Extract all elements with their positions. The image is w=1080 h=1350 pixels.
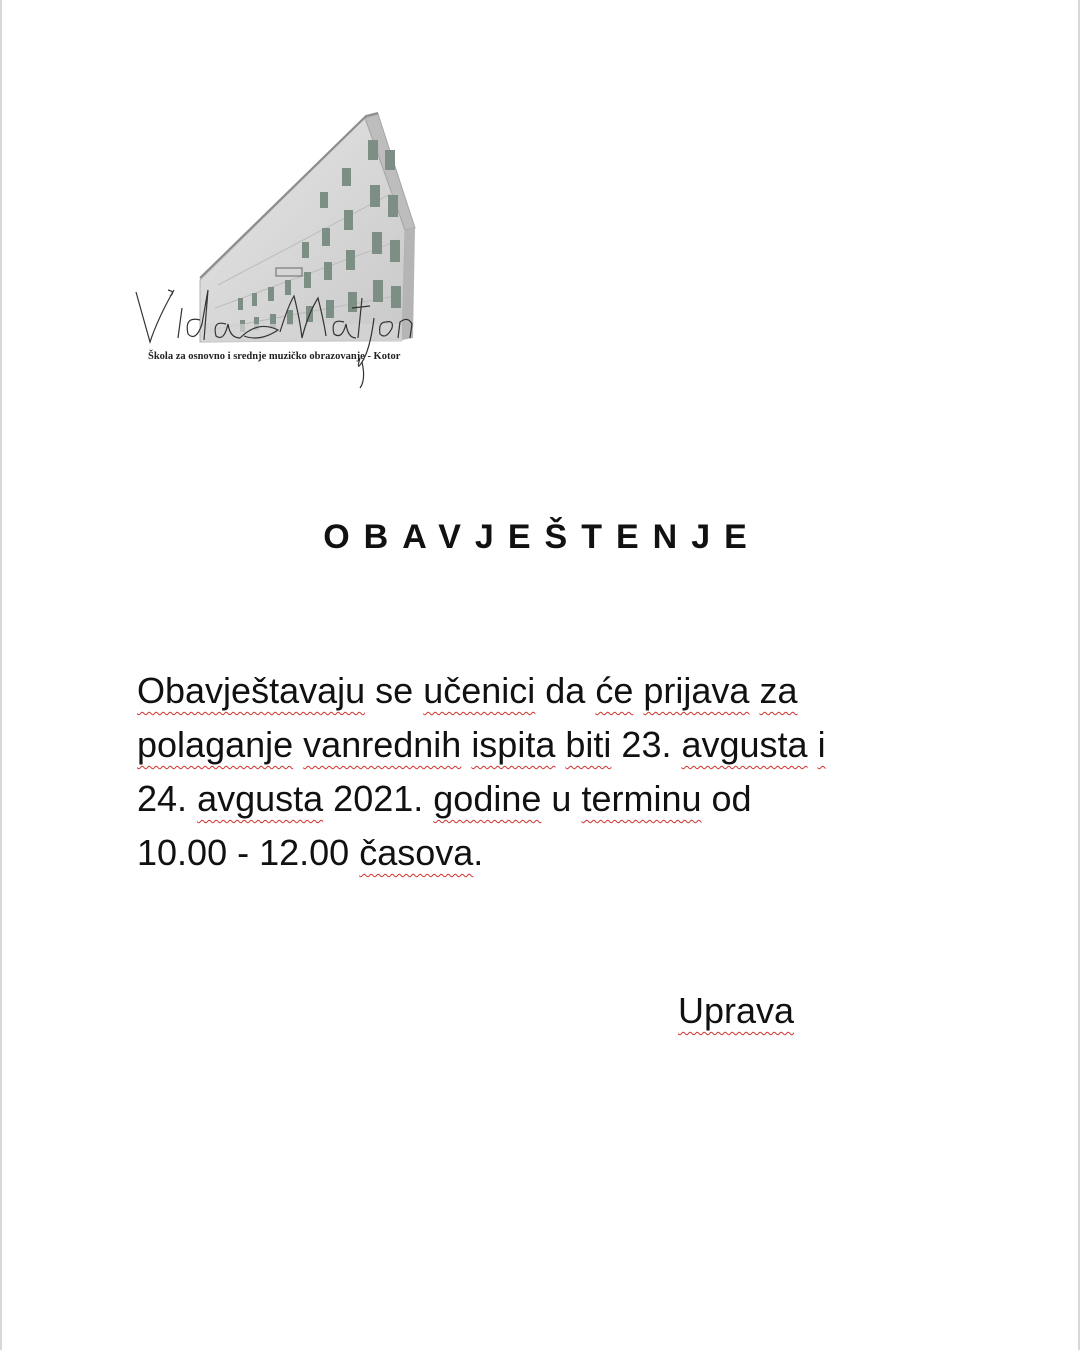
body-word: 24. (137, 778, 188, 819)
body-word: ispita (471, 724, 556, 765)
body-word: prijava (643, 670, 750, 711)
body-word: će (595, 670, 634, 711)
signature-uprava: Uprava (678, 990, 795, 1031)
school-building-illustration (130, 110, 420, 390)
body-word: učenici (423, 670, 536, 711)
body-line-3 (137, 772, 957, 826)
body-word: terminu (581, 778, 702, 819)
logo-caption: Škola za osnovno i srednje muzičko obrazovanje - Kotor (148, 351, 401, 362)
body-word: od (711, 778, 752, 819)
body-word: polaganje (137, 724, 294, 765)
body-word: i (817, 724, 826, 765)
body-line-4 (137, 826, 957, 880)
body-word: za (759, 670, 798, 711)
notice-body (137, 664, 957, 880)
body-word: se (375, 670, 414, 711)
body-word: . (473, 832, 484, 873)
body-word: 2021. (333, 778, 424, 819)
body-word: avgusta (681, 724, 808, 765)
body-line-2 (137, 718, 957, 772)
body-line-1 (137, 664, 957, 718)
body-word: avgusta (197, 778, 324, 819)
body-word: biti (565, 724, 612, 765)
body-word: 10.00 - 12.00 (137, 832, 350, 873)
school-logo (130, 110, 420, 390)
body-word: u (551, 778, 572, 819)
body-word: vanrednih (303, 724, 462, 765)
body-word: Obavještavaju (137, 670, 366, 711)
body-word: godine (433, 778, 542, 819)
body-word: da (545, 670, 586, 711)
body-word: 23. (621, 724, 672, 765)
body-word: časova (359, 832, 474, 873)
notice-heading: OBAVJEŠTENJE (323, 518, 761, 556)
